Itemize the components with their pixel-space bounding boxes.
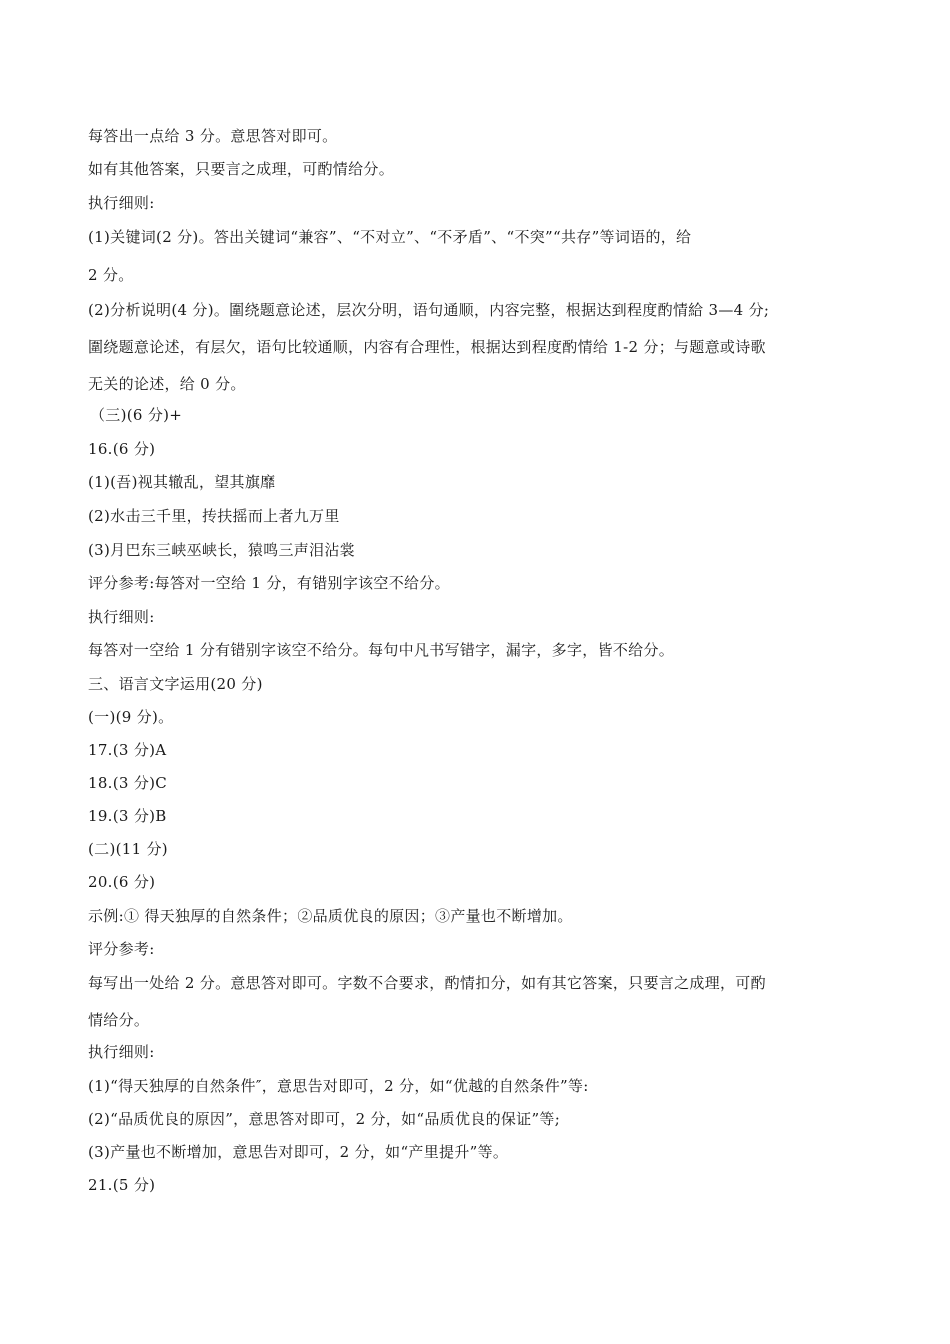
question-heading: 20.(6 分) [88,873,156,891]
text-line: (2)水击三千里，抟扶摇而上者九万里 [88,507,340,525]
text-line: 情给分。 [88,1011,150,1029]
section-heading: （三)(6 分)+ [90,406,183,424]
text-line: 无关的论述，给 0 分。 [88,375,246,393]
section-heading: 三、语言文字运用(20 分) [88,675,263,693]
text-line: (2)分析说明(4 分)。圍绕题意论述，层次分明，语句通顺，内容完整，根据达到程度酌情給 3—4 分; [88,301,770,319]
text-line: 执行细则: [88,194,155,212]
text-line: 评分参考: [88,940,155,958]
text-line: 示例:① 得天独厚的自然条件；②品质优良的原因；③产量也不断增加。 [88,907,573,925]
text-line: (1)(吾)视其辙乱，望其旗靡 [88,473,276,491]
text-line: 执行细则: [88,608,155,626]
text-line: 评分参考:每答对一空给 1 分，有错别字该空不给分。 [88,574,450,592]
text-line: 每答对一空给 1 分有错别字该空不给分。每句中凡书写错字，漏字，多字，皆不给分。 [88,641,675,659]
text-line: (2)“品质优良的原因”，意思答对即可，2 分，如“品质优良的保证”等; [88,1110,561,1128]
text-line: 如有其他答案，只要言之成理，可酌情给分。 [88,160,395,178]
answer-line: 19.(3 分)B [88,807,167,825]
text-line: (1)“得天独厚的自然条件″，意思告对即可，2 分，如“优越的自然条件”等: [88,1077,589,1095]
text-line: 每写出一处给 2 分。意思答对即可。字数不合要求，酌情扣分，如有其它答案，只要言之成理，可酌 [88,974,766,992]
question-heading: 16.(6 分) [88,440,156,458]
text-line: (3)月巴东三峡巫峡长，猿鸣三声泪沾裳 [88,541,355,559]
text-line: 2 分。 [88,266,134,284]
answer-line: 17.(3 分)A [88,741,167,759]
section-heading: (二)(11 分) [88,840,168,858]
text-line: 执行细则: [88,1043,155,1061]
section-heading: (一)(9 分)。 [88,708,174,726]
answer-line: 18.(3 分)C [88,774,168,792]
text-line: 圍绕题意论述，有层欠，语句比较通顺，内容有合理性，根据达到程度酌情给 1-2 分；与题意或诗歌 [88,338,766,356]
question-heading: 21.(5 分) [88,1176,156,1194]
text-line: 每答出一点给 3 分。意思答对即可。 [88,127,338,145]
text-line: (1)关键词(2 分)。答出关键词“兼容”、“不对立”、“不矛盾”、“不突”“共存”等词语的，给 [88,228,692,246]
text-line: (3)产量也不断增加，意思告对即可，2 分，如“产里提升”等。 [88,1143,509,1161]
